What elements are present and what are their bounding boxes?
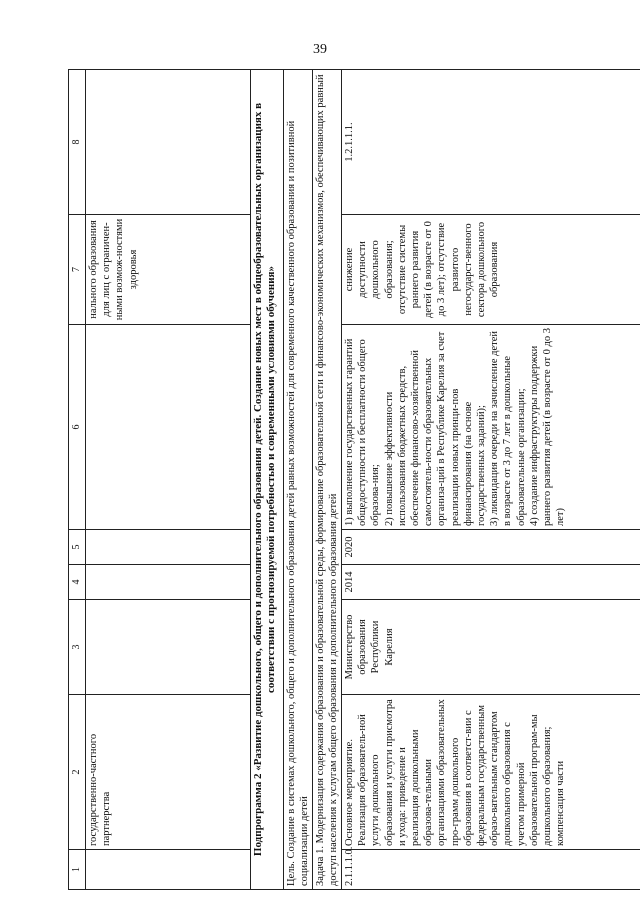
subprogram-row: [251, 70, 284, 890]
measure-start-year: 2014: [342, 565, 640, 600]
measure-executor: Министерство образования Республики Карелия: [342, 600, 640, 695]
header-row: [69, 70, 86, 890]
main-measure-row: [342, 70, 640, 890]
program-table: [68, 69, 640, 890]
continuation-row: [86, 70, 251, 890]
header-col-2: 2: [69, 695, 86, 850]
cont-cell-4: [86, 565, 251, 600]
cont-cell-7: нального образования для лиц с ограничен-ными возмож-ностями здоровья: [86, 215, 251, 325]
header-col-4: 4: [69, 565, 86, 600]
cont-cell-1: [86, 850, 251, 890]
header-col-6: 6: [69, 325, 86, 530]
rotated-table-page: [68, 70, 598, 890]
measure-code: 2.1.1.1.0.: [342, 850, 640, 890]
task-text: Задача 1. Модернизация содержания образования и образовательной среды, формирование образовательной сети и финансово-экономических механизмов, обеспечивающих равный доступ населения к услугам общего образования и дополнительного образования детей: [313, 70, 342, 890]
cont-cell-2: государственно-частного партнерства: [86, 695, 251, 850]
header-col-1: 1: [69, 850, 86, 890]
task-row: [313, 70, 342, 890]
measure-indicator-link: 1.2.1.1.1.: [342, 70, 640, 215]
header-col-8: 8: [69, 70, 86, 215]
header-col-7: 7: [69, 215, 86, 325]
cont-cell-3: [86, 600, 251, 695]
cont-cell-6: [86, 325, 251, 530]
cont-cell-5: [86, 530, 251, 565]
measure-expected-result: 1) выполнение государственных гарантий общедоступности и бесплатности общего образова-ния; 2) повышение эффективности использования бюджетных средств, обеспечение финансово-хозяйственной самостоятель-ности образовательных организа-ций в Республике Карелия за счет реализации новых принци-пов финансирования (на основе государственных заданий); 3) ликвидация очереди на зачисление детей в возрасте от 3 до 7 лет в дошкольные образовательные организации; 4) создание инфраструктуры поддержки раннего развития детей (в возрасте от 0 до 3 лет): [342, 325, 640, 530]
header-col-3: 3: [69, 600, 86, 695]
measure-end-year: 2020: [342, 530, 640, 565]
subprogram-title: Подпрограмма 2 «Развитие дошкольного, общего и дополнительного образования детей. Создание новых мест в общеобразовательных организациях в соответствии с прогнозируемой потребностью и современными условиями обучения»: [251, 70, 284, 890]
measure-description: Основное мероприятие. Реализация образователь-ной услуги дошкольного образования и услуги присмотра и ухода: приведение и реализация дошкольными образова-тельными организациями образовательных про-грамм дошкольного образования в соответст-вии с федеральным государственным образо-вательным стандартом дошкольного образования с учетом примерной образовательной програм-мы дошкольного образования; компенсация части: [342, 695, 640, 850]
goal-text: Цель. Создание в системах дошкольного, общего и дополнительного образования детей равных возможностей для современного качественного образования и позитивной социализации детей: [284, 70, 313, 890]
header-col-5: 5: [69, 530, 86, 565]
cont-cell-8: [86, 70, 251, 215]
measure-consequences: снижение доступности дошкольного образования; отсутствие системы раннего развития детей (в возрасте от 0 до 3 лет); отсутствие развитого негосударст-венного сектора дошкольного образования: [342, 215, 640, 325]
goal-row: [284, 70, 313, 890]
page-number: 39: [313, 42, 327, 57]
